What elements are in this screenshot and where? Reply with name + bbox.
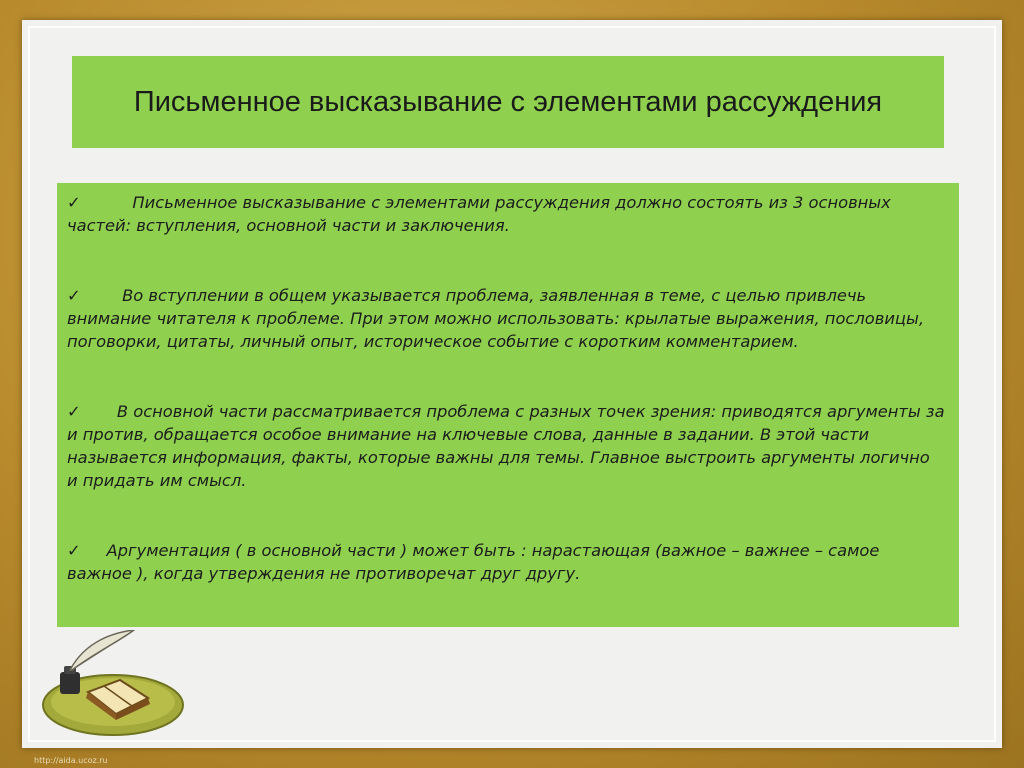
checkmark-icon: ✓ — [67, 193, 81, 212]
footer-url: http://aida.ucoz.ru — [34, 756, 108, 765]
content-panel — [57, 183, 959, 627]
slide-title: Письменное высказывание с элементами рассуждения — [133, 86, 883, 118]
checkmark-icon: ✓ — [67, 286, 81, 305]
bullet-item — [67, 191, 945, 237]
bullet-item — [67, 400, 945, 492]
bullet-text: Письменное высказывание с элементами рассуждения должно состоять из 3 основных частей: вступления, основной части и заключения. — [67, 193, 891, 235]
bullet-text: Аргументация ( в основной части ) может быть : нарастающая (важное – важнее – самое важное ), когда утверждения не противоречат друг другу. — [67, 541, 880, 583]
bullet-item — [67, 539, 945, 585]
quill-inkwell-book-icon — [38, 630, 188, 745]
checkmark-icon: ✓ — [67, 402, 81, 421]
checkmark-icon: ✓ — [67, 541, 81, 560]
bullet-text: В основной части рассматривается проблема с разных точек зрения: приводятся аргументы за и против, обращается особое внимание на ключевые слова, данные в задании. В этой части называется информация, факты, которые важны для темы. Главное выстроить аргументы логично и придать им смысл. — [67, 402, 945, 490]
bullet-item — [67, 284, 945, 353]
bullet-text: Во вступлении в общем указывается проблема, заявленная в теме, с целью привлечь внимание читателя к проблеме. При этом можно использовать: крылатые выражения, пословицы, поговорки, цитаты, личный опыт, историческое событие с коротким комментарием. — [67, 286, 925, 351]
title-panel — [72, 56, 944, 148]
